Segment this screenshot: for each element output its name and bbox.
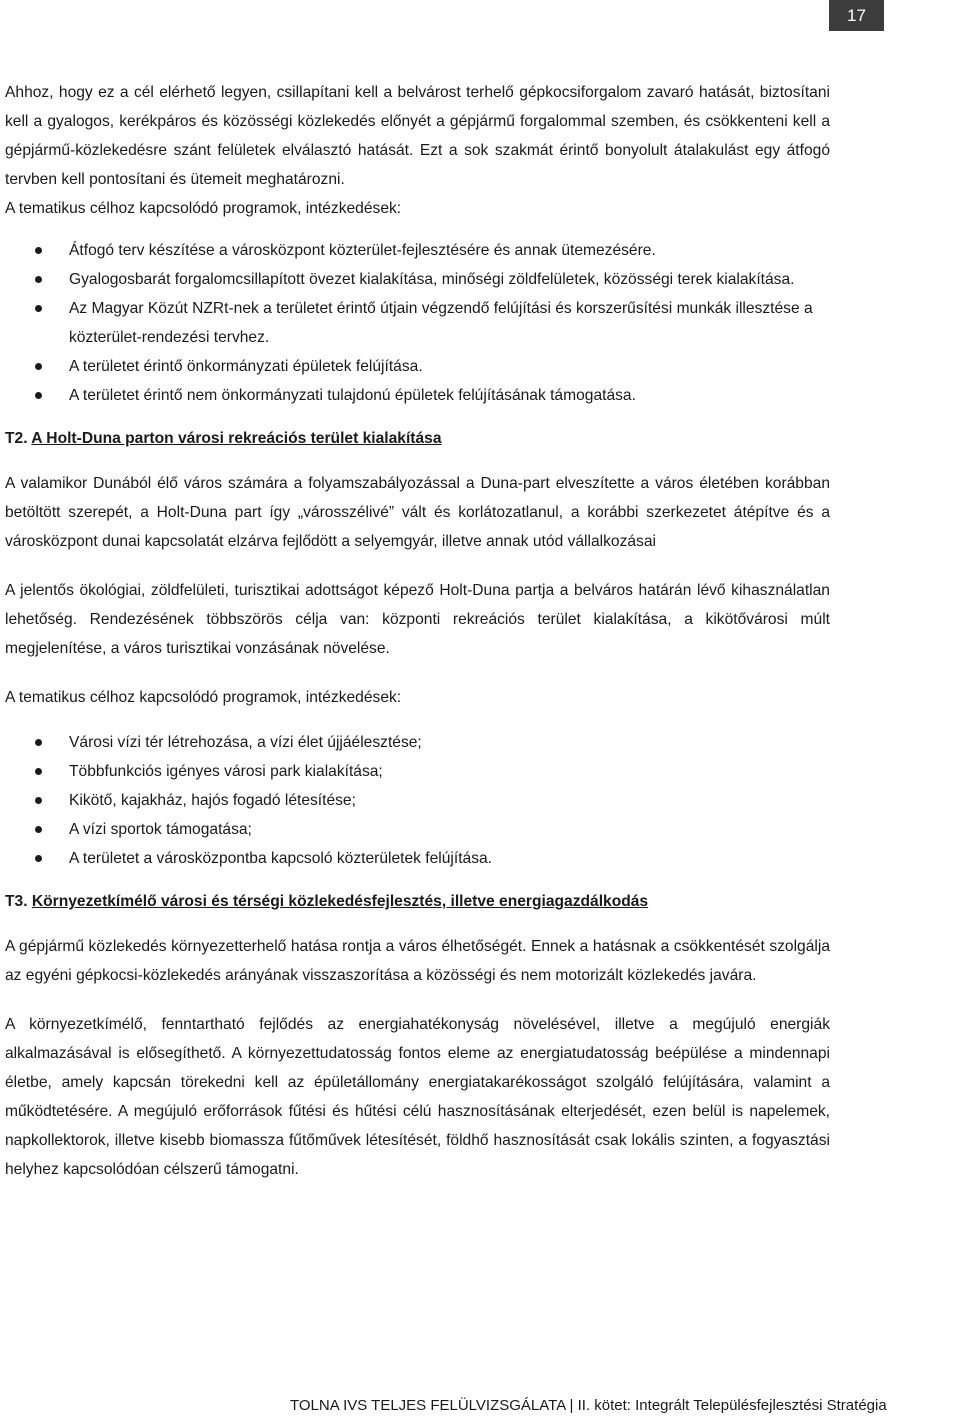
page-footer: TOLNA IVS TELJES FELÜLVIZSGÁLATA | II. kötet: Integrált Településfejlesztési Stratégia [290,1397,887,1414]
document-body [5,78,830,1184]
list-item: Az Magyar Közút NZRt-nek a területet érintő útjain végzendő felújítási és korszerűsítési munkák illesztése a közterület-rendezési tervhez. [5,294,830,352]
list-item: Városi vízi tér létrehozása, a vízi élet újjáélesztése; [5,728,830,757]
list-item: A területet érintő nem önkormányzati tulajdonú épületek felújításának támogatása. [5,381,830,410]
t3-code: T3. [5,893,28,910]
list-item: Gyalogosbarát forgalomcsillapított övezet kialakítása, minőségi zöldfelületek, közösségi terek kialakítása. [5,265,830,294]
page-number: 17 [829,0,884,31]
t3-title: Környezetkímélő városi és térségi közlekedésfejlesztés, illetve energiagazdálkodás [31,893,649,910]
list-item: A területet érintő önkormányzati épületek felújítása. [5,352,830,381]
intro-measures-list [5,236,830,410]
list-item: Átfogó terv készítése a városközpont közterület-fejlesztésére és annak ütemezésére. [5,236,830,265]
list-item: A vízi sportok támogatása; [5,815,830,844]
t3-heading [5,887,830,916]
intro-paragraph: Ahhoz, hogy ez a cél elérhető legyen, csillapítani kell a belvárost terhelő gépkocsiforgalom zavaró hatását, biztosítani kell a gyalogos, kerékpáros és közösségi közlekedés előnyét a gépjármű forgalommal szemben, és csökkenteni kell a gépjármű-közlekedésre szánt felületek elválasztó hatását. Ezt a sok szakmát érintő bonyolult átalakulást egy átfogó tervben kell pontosítani és ütemeit meghatározni. [5,84,830,188]
t2-code: T2. [5,430,28,447]
t2-paragraph-2: A jelentős ökológiai, zöldfelületi, turisztikai adottságot képező Holt-Duna partja a belváros határán lévő kihasználatlan lehetőség. Rendezésének többszörös célja van: központi rekreációs terület kialakítása, a kikötővárosi múlt megjelenítése, a város turisztikai vonzásának növelése. [5,582,830,657]
t3-paragraph-1: A gépjármű közlekedés környezetterhelő hatása rontja a város élhetőségét. Ennek a hatásnak a csökkentését szolgálja az egyéni gépkocsi-közlekedés arányának visszaszorítása a közösségi és nem motorizált közlekedés javára. [5,938,830,984]
t2-paragraph-1: A valamikor Dunából élő város számára a folyamszabályozással a Duna-part elveszítette a város életében korábban betöltött szerepét, a Holt-Duna part így „városszélivé” vált és korlátozatlanul, a korábbi szerkezetet átépítve és a városközpont dunai kapcsolatát elzárva fejlődött a selyemgyár, illetve annak utód vállalkozásai [5,475,830,550]
intro-measures-lead: A tematikus célhoz kapcsolódó programok, intézkedések: [5,200,402,217]
t2-title: A Holt-Duna parton városi rekreációs terület kialakítása [31,430,442,447]
t2-measures-lead: A tematikus célhoz kapcsolódó programok, intézkedések: [5,689,402,706]
t2-heading [5,424,830,453]
list-item: Többfunkciós igényes városi park kialakítása; [5,757,830,786]
list-item: A területet a városközpontba kapcsoló közterületek felújítása. [5,844,830,873]
t3-paragraph-2: A környezetkímélő, fenntartható fejlődés az energiahatékonyság növelésével, illetve a megújuló energiák alkalmazásával is elősegíthető. A környezettudatosság fontos eleme az energiatudatosság beépülése a mindennapi életbe, amely kapcsán törekedni kell az épületállomány energiatakarékosságot szolgáló felújítására, valamint a működtetésére. A megújuló erőforrások fűtési és hűtési célú hasznosításának elterjedését, ezen belül is napelemek, napkollektorok, illetve kisebb biomassza fűtőművek létesítését, földhő hasznosítását csak lokális szinten, a fogyasztási helyhez kapcsolódóan célszerű támogatni. [5,1016,830,1178]
list-item: Kikötő, kajakház, hajós fogadó létesítése; [5,786,830,815]
t2-measures-list [5,728,830,873]
